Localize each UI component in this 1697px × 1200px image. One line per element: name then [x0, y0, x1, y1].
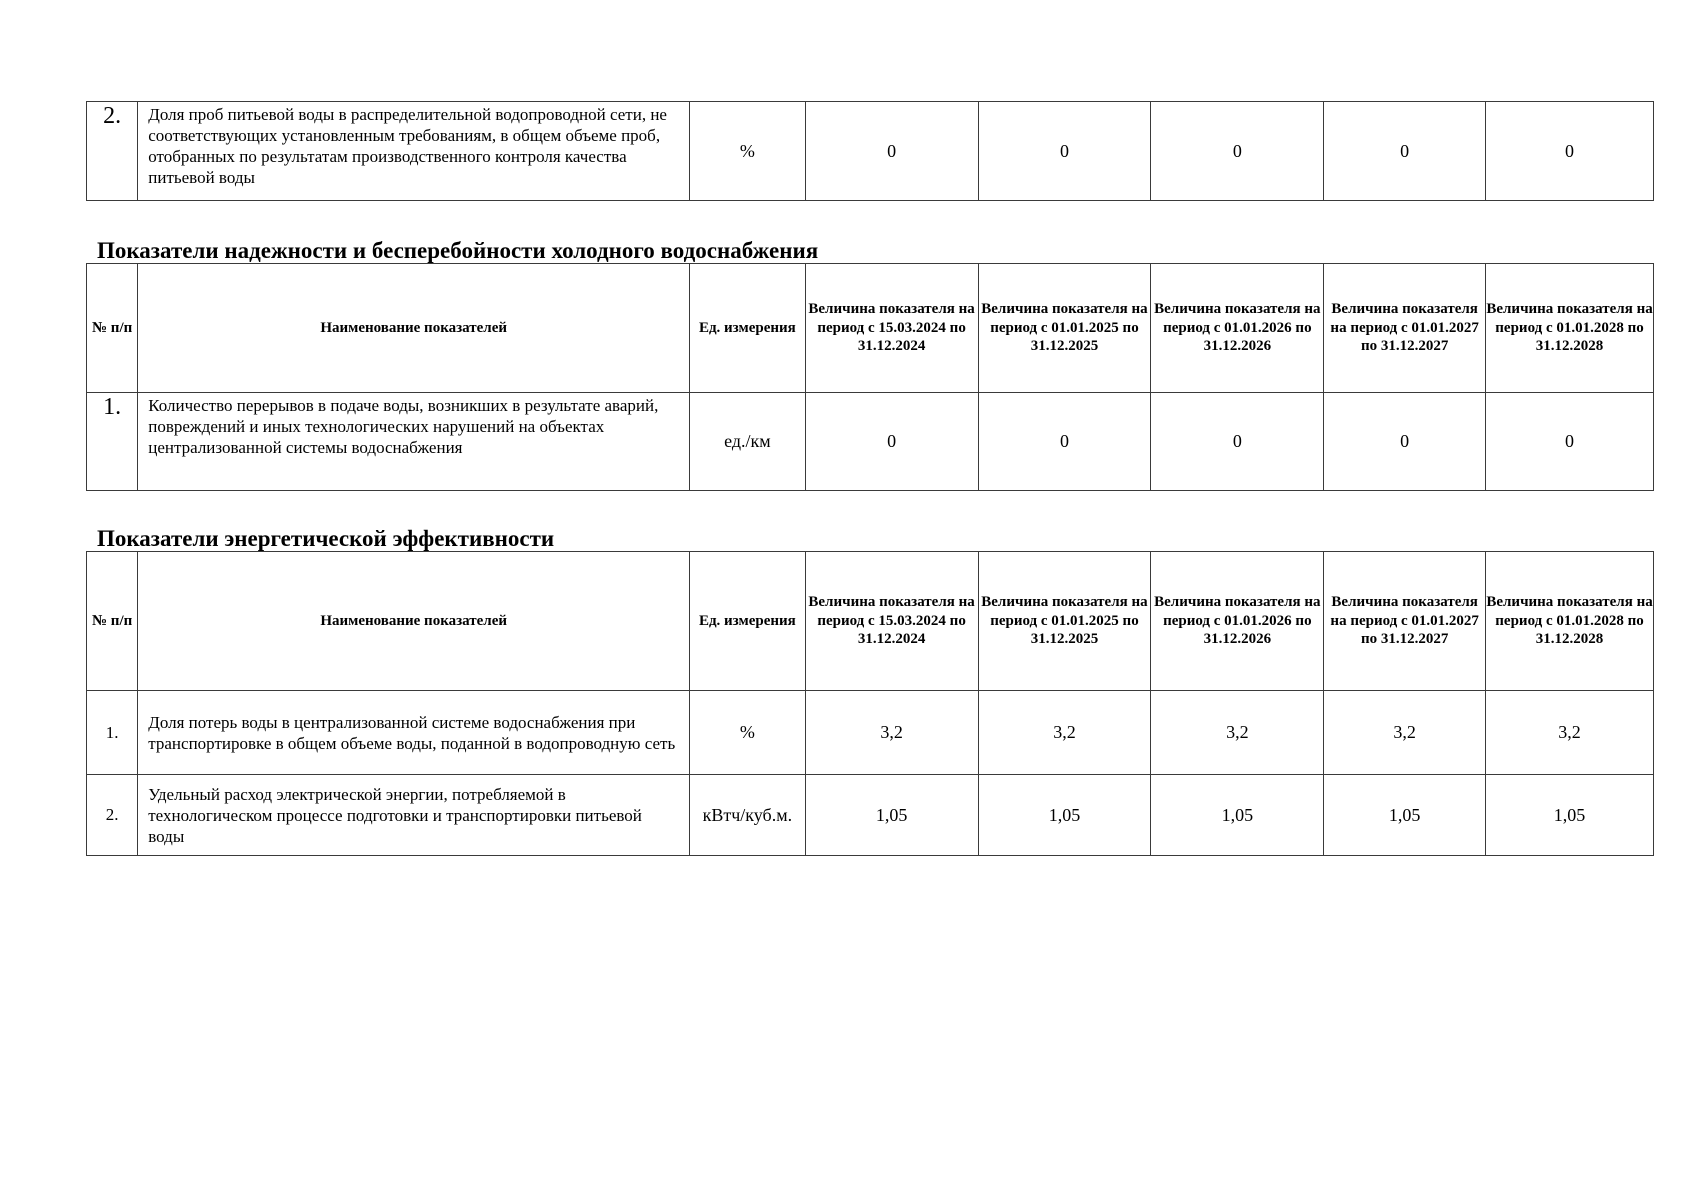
header-period-2026: Величина показателя на период с 01.01.2026 по 31.12.2026	[1151, 264, 1324, 393]
indicator-name: Доля потерь воды в централизованной системе водоснабжения при транспортировке в общем объеме воды, поданной в водопроводную сеть	[138, 691, 690, 775]
section-title-reliability: Показатели надежности и бесперебойности холодного водоснабжения	[97, 238, 819, 263]
value-cell-2028: 0	[1486, 102, 1654, 201]
row-number: 1.	[87, 393, 138, 491]
unit-cell: ед./км	[690, 393, 806, 491]
unit-cell: %	[690, 691, 806, 775]
row-number: 1.	[87, 691, 138, 775]
table-row	[87, 691, 1654, 775]
value-cell-2026: 3,2	[1151, 691, 1324, 775]
table-row	[87, 102, 1654, 201]
energy-indicators-table	[86, 551, 1654, 856]
header-name: Наименование показателей	[138, 264, 690, 393]
header-name: Наименование показателей	[138, 552, 690, 691]
header-period-2027: Величина показателя на период с 01.01.2027 по 31.12.2027	[1324, 264, 1486, 393]
value-cell-2024: 0	[805, 393, 978, 491]
header-unit: Ед. измерения	[690, 264, 806, 393]
quality-indicators-table	[86, 101, 1654, 201]
indicator-name: Доля проб питьевой воды в распределительной водопроводной сети, не соответствующих установленным требованиям, в общем объеме проб, отобранных по результатам производственного контроля качества питьевой воды	[138, 102, 690, 201]
value-cell-2027: 1,05	[1324, 775, 1486, 856]
header-number: № п/п	[87, 264, 138, 393]
value-cell-2024: 0	[805, 102, 978, 201]
value-cell-2025: 0	[978, 102, 1151, 201]
value-cell-2025: 1,05	[978, 775, 1151, 856]
value-cell-2026: 0	[1151, 393, 1324, 491]
value-cell-2025: 0	[978, 393, 1151, 491]
row-number: 2.	[87, 775, 138, 856]
value-cell-2026: 1,05	[1151, 775, 1324, 856]
table-header-row	[87, 264, 1654, 393]
unit-cell: %	[690, 102, 806, 201]
header-period-2028: Величина показателя на период с 01.01.2028 по 31.12.2028	[1486, 552, 1654, 691]
value-cell-2025: 3,2	[978, 691, 1151, 775]
header-period-2024: Величина показателя на период с 15.03.2024 по 31.12.2024	[805, 264, 978, 393]
value-cell-2027: 0	[1324, 102, 1486, 201]
unit-cell: кВтч/куб.м.	[690, 775, 806, 856]
table-row	[87, 775, 1654, 856]
header-period-2026: Величина показателя на период с 01.01.2026 по 31.12.2026	[1151, 552, 1324, 691]
table-header-row	[87, 552, 1654, 691]
reliability-indicators-table	[86, 263, 1654, 491]
header-unit: Ед. измерения	[690, 552, 806, 691]
value-cell-2028: 0	[1486, 393, 1654, 491]
header-period-2025: Величина показателя на период с 01.01.2025 по 31.12.2025	[978, 264, 1151, 393]
table-row	[87, 393, 1654, 491]
value-cell-2024: 1,05	[805, 775, 978, 856]
value-cell-2024: 3,2	[805, 691, 978, 775]
row-number: 2.	[87, 102, 138, 201]
indicator-name: Удельный расход электрической энергии, потребляемой в технологическом процессе подготовки и транспортировки питьевой воды	[138, 775, 690, 856]
section-title-energy: Показатели энергетической эффективности	[97, 526, 555, 551]
value-cell-2028: 3,2	[1486, 691, 1654, 775]
header-period-2028: Величина показателя на период с 01.01.2028 по 31.12.2028	[1486, 264, 1654, 393]
header-period-2025: Величина показателя на период с 01.01.2025 по 31.12.2025	[978, 552, 1151, 691]
header-period-2027: Величина показателя на период с 01.01.2027 по 31.12.2027	[1324, 552, 1486, 691]
value-cell-2028: 1,05	[1486, 775, 1654, 856]
value-cell-2026: 0	[1151, 102, 1324, 201]
value-cell-2027: 3,2	[1324, 691, 1486, 775]
header-number: № п/п	[87, 552, 138, 691]
value-cell-2027: 0	[1324, 393, 1486, 491]
indicator-name: Количество перерывов в подаче воды, возникших в результате аварий, повреждений и иных технологических нарушений на объектах централизованной системы водоснабжения	[138, 393, 690, 491]
header-period-2024: Величина показателя на период с 15.03.2024 по 31.12.2024	[805, 552, 978, 691]
